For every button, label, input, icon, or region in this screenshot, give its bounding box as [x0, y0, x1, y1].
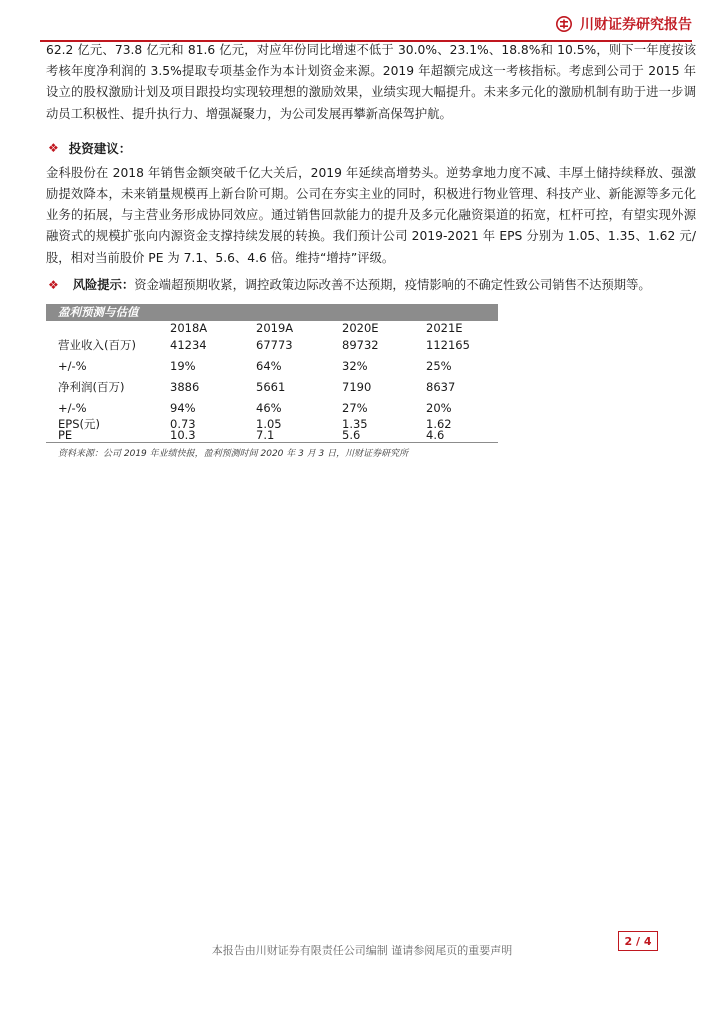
table-cell: 5.6: [342, 428, 361, 443]
diamond-bullet-icon: ❖: [48, 277, 59, 292]
table-cell: 8637: [426, 380, 456, 395]
row-label: EPS(元): [58, 417, 100, 432]
table-cell: 4.6: [426, 428, 445, 443]
table-cell: 112165: [426, 338, 470, 353]
table-cell: 67773: [256, 338, 293, 353]
table-row: [46, 398, 498, 419]
diamond-bullet-icon: ❖: [48, 140, 59, 155]
table-cell: 7190: [342, 380, 372, 395]
invest-heading: [46, 139, 696, 157]
table-row: [46, 335, 498, 356]
company-logo-icon: [556, 16, 572, 32]
intro-paragraph: 62.2 亿元、73.8 亿元和 81.6 亿元，对应年份同比增速不低于 30.0%、23.1%、18.8%和 10.5%，则下一年度按该考核年度净利润的 3.5%提取专项基金作为本计划资金来源。2019 年超额完成这一考核指标。考虑到公司于 2015 年设立的股权激励计划及项目跟投均实现较理想的激励效果，业绩实现大幅提升。未来多元化的激励机制有助于进一步调动员工积极性、提升执行力、增强凝聚力，为公司发展再攀新高保驾护航。: [46, 43, 696, 121]
table-row: [46, 430, 498, 441]
forecast-table-block: [46, 304, 498, 459]
risk-title: 风险提示：: [72, 277, 135, 292]
invest-title: 投资建议：: [68, 140, 132, 156]
row-label: PE: [58, 428, 73, 443]
brand: [556, 14, 692, 34]
table-cell: 1.62: [426, 417, 452, 432]
table-cell: 0.73: [170, 417, 196, 432]
row-label: 净利润(百万): [58, 380, 125, 395]
header-cell: [46, 321, 170, 335]
table-cell: 3886: [170, 380, 200, 395]
table-cell: 41234: [170, 338, 207, 353]
table-cell: 89732: [342, 338, 379, 353]
invest-paragraph: 金科股份在 2018 年销售金额突破千亿大关后，2019 年延续高增势头。逆势拿地力度不减、丰厚土储持续释放、强激励提效降本，未来销量规模再上新台阶可期。公司在夯实主业的同时，积极进行物业管理、科技产业、新能源等多元化业务的拓展，与主营业务形成协同效应。通过销售回款能力的提升及多元化融资渠道的拓宽，杠杆可控，有望实现外源融资式的规模扩张向内源资金支撑持续发展的转换。我们预计公司 2019-2021 年 EPS 分别为 1.05、1.35、1.62 元/股，相对当前股价 PE 为 7.1、5.6、4.6 倍。维持“增持”评级。: [46, 165, 696, 265]
table-cell: 1.05: [256, 417, 282, 432]
header-cell: 2021E: [426, 321, 463, 336]
footer-disclaimer: 本报告由川财证券有限责任公司编制 谨请参阅尾页的重要声明: [211, 944, 513, 957]
forecast-table: [46, 321, 498, 441]
table-cell: 64%: [256, 359, 282, 374]
table-cell: 94%: [170, 401, 196, 416]
table-cell: 1.35: [342, 417, 368, 432]
table-row: [46, 377, 498, 398]
header-cell: 2019A: [256, 321, 294, 336]
table-cell: 5661: [256, 380, 286, 395]
header-cell: 2020E: [342, 321, 379, 336]
table-cell: 25%: [426, 359, 452, 374]
table-cell: 32%: [342, 359, 368, 374]
brand-name: 川财证券研究报告: [580, 17, 692, 33]
header-cell: 2018A: [170, 321, 208, 336]
page-header: [40, 10, 692, 42]
table-cell: 20%: [426, 401, 452, 416]
table-cell: 19%: [170, 359, 196, 374]
row-label: +/-%: [58, 401, 87, 416]
page-number: 2 / 4: [618, 931, 658, 951]
table-cell: 7.1: [256, 428, 275, 443]
table-divider: [46, 442, 498, 443]
risk-text: 资金端超预期收紧，调控政策边际改善不达预期，疫情影响的不确定性致公司销售不达预期等。: [134, 277, 651, 292]
table-title: 盈利预测与估值: [46, 304, 498, 321]
table-row: [46, 356, 498, 377]
row-label: 营业收入(百万): [58, 338, 136, 353]
row-label: +/-%: [58, 359, 87, 374]
table-cell: 46%: [256, 401, 282, 416]
table-header-row: [46, 321, 498, 335]
table-cell: 27%: [342, 401, 368, 416]
risk-paragraph: [46, 275, 696, 296]
table-source: 资料来源：公司 2019 年业绩快报，盈利预测时间 2020 年 3 月 3 日，川财证券研究所: [58, 449, 409, 460]
table-cell: 10.3: [170, 428, 196, 443]
report-content: [46, 40, 696, 459]
